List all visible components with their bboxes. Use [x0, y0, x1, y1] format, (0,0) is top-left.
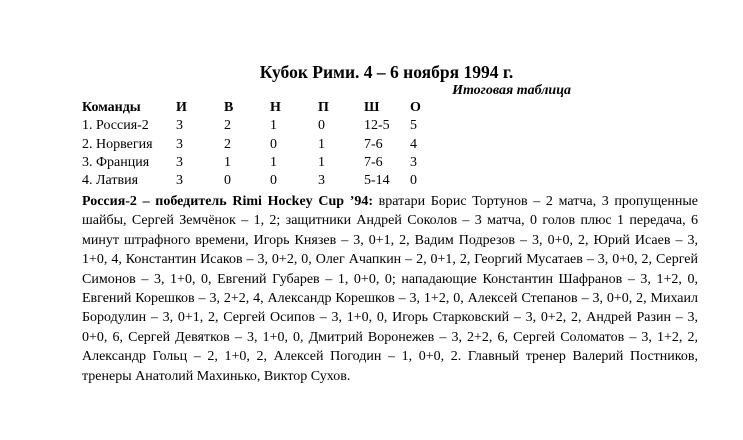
roster-paragraph	[82, 192, 698, 386]
header-points: О	[410, 100, 421, 115]
wins-cell: 1	[224, 154, 231, 170]
points-cell: 0	[410, 173, 417, 189]
goals-cell: 12-5	[364, 118, 390, 134]
table-row	[82, 154, 430, 172]
header-wins: В	[224, 100, 234, 115]
losses-cell: 1	[318, 136, 325, 152]
table-row	[82, 136, 430, 154]
games-cell: 3	[176, 154, 183, 170]
draws-cell: 1	[270, 154, 277, 170]
table-subtitle: Итоговая таблица	[452, 83, 571, 98]
wins-cell: 0	[224, 173, 231, 189]
losses-cell: 3	[318, 173, 325, 189]
header-games: И	[176, 100, 187, 115]
points-cell: 5	[410, 118, 417, 134]
header-teams: Команды	[82, 100, 141, 115]
draws-cell: 1	[270, 118, 277, 134]
points-cell: 3	[410, 154, 417, 170]
points-cell: 4	[410, 136, 417, 152]
games-cell: 3	[176, 173, 183, 189]
games-cell: 3	[176, 136, 183, 152]
header-draws: Н	[270, 100, 281, 115]
draws-cell: 0	[270, 173, 277, 189]
roster-text: вратари Борис Тортунов – 2 матча, 3 пропущенные шайбы, Сергей Земчёнок – 1, 2; защитники Андрей Соколов – 3 матча, 0 голов плюс 1 передача, 6 минут штрафного времени, Игорь Князев – 3, 0+1, 2, Вадим Подрезов – 3, 0+0, 2, Юрий Исаев – 3, 1+0, 4, Константин Исаков – 3, 0+2, 0, Олег Ачапкин – 2, 0+1, 2, Георгий Мусатаев – 3, 0+0, 2, Сергей Симонов – 3, 1+0, 0, Евгений Губарев – 1, 0+0, 0; нападающие Константин Шафранов – 3, 1+2, 0, Евгений Корешков – 3, 2+2, 4, Александр Корешков – 3, 1+2, 0, Алексей Степанов – 3, 0+0, 2, Михаил Бородулин – 3, 0+1, 2, Сергей Осипов – 3, 1+0, 0, Игорь Старковский – 3, 0+2, 2, Андрей Разин – 3, 0+0, 6, Сергей Девятков – 3, 1+0, 0, Дмитрий Воронежев – 3, 2+2, 6, Сергей Соломатов – 3, 1+2, 2, Александр Гольц – 2, 1+0, 2, Алексей Погодин – 1, 0+0, 2. Главный тренер Валерий Постников, тренеры Анатолий Махинько, Виктор Сухов.	[82, 194, 698, 384]
roster-lead: Россия-2 – победитель Rimi Hockey Cup ’94:	[82, 194, 374, 209]
team-name: 1. Россия-2	[82, 118, 149, 134]
document-title: Кубок Рими. 4 – 6 ноября 1994 г.	[259, 62, 514, 82]
table-header-row	[82, 99, 430, 117]
goals-cell: 7-6	[364, 154, 383, 170]
losses-cell: 0	[318, 118, 325, 134]
losses-cell: 1	[318, 154, 325, 170]
wins-cell: 2	[224, 136, 231, 152]
team-name: 4. Латвия	[82, 173, 139, 189]
goals-cell: 7-6	[364, 136, 383, 152]
draws-cell: 0	[270, 136, 277, 152]
team-name: 2. Норвегия	[82, 136, 153, 152]
header-losses: П	[318, 100, 329, 115]
header-goals: Ш	[364, 100, 380, 115]
wins-cell: 2	[224, 118, 231, 134]
standings-table	[82, 99, 430, 190]
team-name: 3. Франция	[82, 154, 150, 170]
table-row	[82, 172, 430, 190]
table-row	[82, 117, 430, 135]
games-cell: 3	[176, 118, 183, 134]
goals-cell: 5-14	[364, 173, 390, 189]
